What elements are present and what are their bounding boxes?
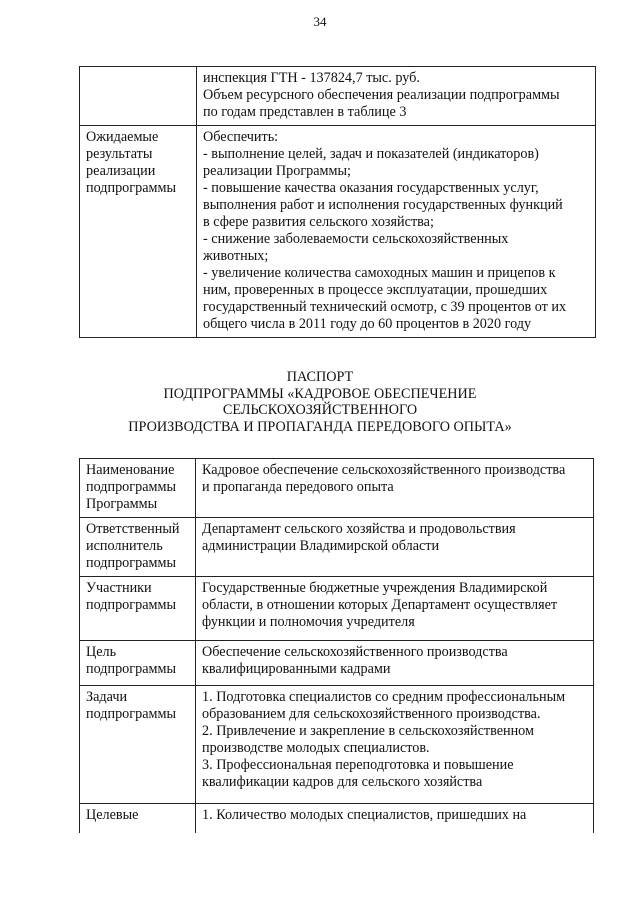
table-row <box>80 126 596 338</box>
row-value <box>197 126 596 338</box>
text-line: - снижение заболеваемости сельскохозяйственных <box>203 231 509 247</box>
text-line: Ожидаемые <box>86 129 159 145</box>
text-line: инспекция ГТН - 137824,7 тыс. руб. <box>203 70 420 86</box>
text-line: общего числа в 2011 году до 60 процентов в 2020 году <box>203 316 532 332</box>
text-line: подпрограммы <box>86 597 176 613</box>
text-line: Обеспечение сельскохозяйственного производства <box>202 644 508 660</box>
text-line: Участники <box>86 580 152 596</box>
text-line: Программы <box>86 496 158 512</box>
text-line: 2. Привлечение и закрепление в сельскохозяйственном <box>202 723 534 739</box>
table-row <box>80 686 594 804</box>
text-line: Наименование <box>86 462 175 478</box>
text-line: Целевые <box>86 807 139 823</box>
text-line: Задачи <box>86 689 128 705</box>
row-label <box>80 126 197 338</box>
table-row <box>80 518 594 577</box>
title-line: ПРОИЗВОДСТВА И ПРОПАГАНДА ПЕРЕДОВОГО ОПЫТА» <box>128 418 512 435</box>
text-line: Государственные бюджетные учреждения Владимирской <box>202 580 548 596</box>
row-label <box>80 67 197 126</box>
text-line: результаты <box>86 146 153 162</box>
text-line: квалификации кадров для сельского хозяйства <box>202 774 483 790</box>
table-continued <box>79 66 596 338</box>
table-row <box>80 577 594 641</box>
text-line: 1. Количество молодых специалистов, пришедших на <box>202 807 527 823</box>
text-line: - повышение качества оказания государственных услуг, <box>203 180 539 196</box>
text-line: подпрограммы <box>86 555 176 571</box>
row-value <box>197 67 596 126</box>
text-line: образованием для сельскохозяйственного производства. <box>202 706 541 722</box>
text-line: Департамент сельского хозяйства и продовольствия <box>202 521 516 537</box>
page-number: 34 <box>313 14 327 29</box>
text-line: по годам представлен в таблице 3 <box>203 104 407 120</box>
row-value <box>196 577 594 641</box>
row-value <box>196 518 594 577</box>
row-label <box>80 518 196 577</box>
text-line: - увеличение количества самоходных машин и прицепов к <box>203 265 556 281</box>
table-row <box>80 641 594 686</box>
table-row <box>80 459 594 518</box>
passport-table <box>79 458 594 833</box>
text-line: - выполнение целей, задач и показателей (индикаторов) <box>203 146 539 162</box>
title-line: ПАСПОРТ <box>286 369 354 385</box>
passport-title <box>0 369 640 435</box>
text-line: выполнения работ и исполнения государственных функций <box>203 197 563 213</box>
text-line: 3. Профессиональная переподготовка и повышение <box>202 757 514 773</box>
title-line: ПОДПРОГРАММЫ «КАДРОВОЕ ОБЕСПЕЧЕНИЕ <box>163 385 477 402</box>
row-value <box>196 641 594 686</box>
row-label <box>80 577 196 641</box>
text-line: Кадровое обеспечение сельскохозяйственного производства <box>202 462 566 478</box>
text-line: и пропаганда передового опыта <box>202 479 394 495</box>
text-line: Обеспечить: <box>203 129 279 145</box>
text-line: исполнитель <box>86 538 163 554</box>
row-label <box>80 804 196 834</box>
text-line: администрации Владимирской области <box>202 538 440 554</box>
text-line: квалифицированными кадрами <box>202 661 391 677</box>
text-line: подпрограммы <box>86 180 176 196</box>
text-line: в сфере развития сельского хозяйства; <box>203 214 434 230</box>
row-label <box>80 459 196 518</box>
text-line: производстве молодых специалистов. <box>202 740 430 756</box>
table-row <box>80 67 596 126</box>
text-line: государственный технический осмотр, с 39 процентов от их <box>203 299 567 315</box>
text-line: 1. Подготовка специалистов со средним профессиональным <box>202 689 566 705</box>
text-line: ним, проверенных в процессе эксплуатации, прошедших <box>203 282 548 298</box>
row-value <box>196 804 594 834</box>
text-line: области, в отношении которых Департамент осуществляет <box>202 597 558 613</box>
text-line: Ответственный <box>86 521 180 537</box>
row-value <box>196 459 594 518</box>
text-line: функции и полномочия учредителя <box>202 614 415 630</box>
text-line: реализации <box>86 163 156 179</box>
text-line: подпрограммы <box>86 479 176 495</box>
row-value <box>196 686 594 804</box>
table-row <box>80 804 594 834</box>
text-line: Объем ресурсного обеспечения реализации подпрограммы <box>203 87 560 103</box>
text-line: реализации Программы; <box>203 163 351 179</box>
text-line: подпрограммы <box>86 706 176 722</box>
text-line: подпрограммы <box>86 661 176 677</box>
text-line: Цель <box>86 644 117 660</box>
text-line: животных; <box>203 248 269 264</box>
title-line: СЕЛЬСКОХОЗЯЙСТВЕННОГО <box>222 402 418 418</box>
row-label <box>80 686 196 804</box>
row-label <box>80 641 196 686</box>
